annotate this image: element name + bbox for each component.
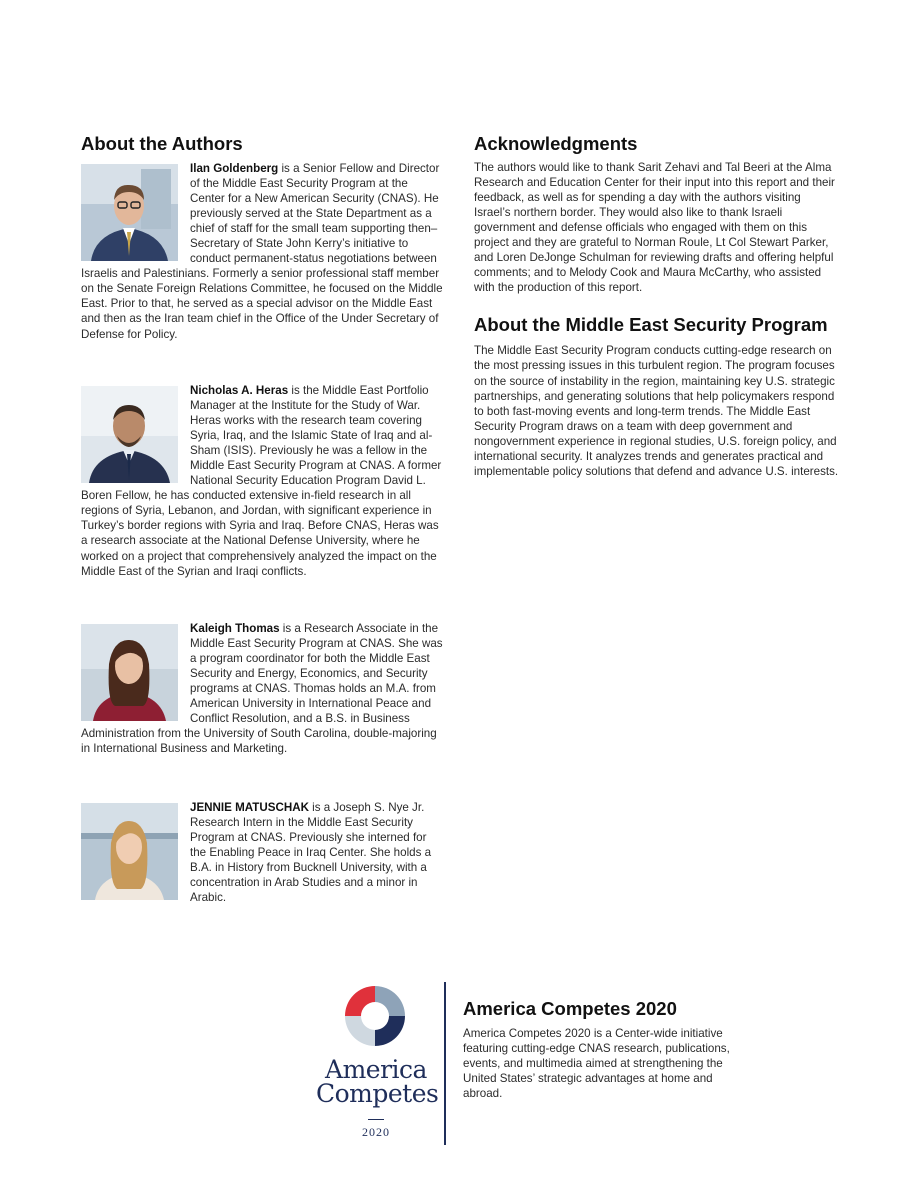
author-photo: [81, 386, 178, 483]
author-bio: [81, 800, 445, 905]
america-competes-text: America Competes 2020 is a Center-wide initiative featuring cutting-edge CNAS research, publications, events, and multimedia aimed at strengthening the United States’ strategic advantages at home and abroad.: [463, 1027, 730, 1101]
author-bio-text: is a Research Associate in the Middle East Security Program at CNAS. She was a program coordinator for both the Middle East Security and Energy, Economics, and Security programs at CNAS. Thomas holds an M.A. from American University in International Peace and Conflict Resolution, and a B.S. in Business Administration from the University of South Carolina, double-majoring in International Business and Marketing.: [81, 622, 443, 756]
author-bio-text: is the Middle East Portfolio Manager at the Institute for the Study of War. Heras works with the research team covering Syria, Iraq, and the Islamic State of Iraq and al-Sham (ISIS). Previously he was a fellow in the Middle East Security Program at CNAS. A former National Security Education Program David L. Boren Fellow, he has conducted extensive in-field research in all regions of Syria, Lebanon, and Jordan, with significant experience in Turkey’s border regions with Syria and Iraq. Before CNAS, Heras was a research associate at the National Defense University, where he worked on a project that comprehensively analyzed the impact on the Middle East of the Syrian and Iraqi conflicts.: [81, 384, 442, 578]
acknowledgments-heading: Acknowledgments: [474, 133, 638, 154]
author-bio: [81, 621, 445, 756]
author-name: JENNIE MATUSCHAK: [190, 801, 309, 814]
logo-divider: [368, 1119, 384, 1120]
author-name: Kaleigh Thomas: [190, 622, 280, 635]
right-column: [474, 133, 840, 479]
authors-column: [81, 133, 445, 905]
author-name: Nicholas A. Heras: [190, 384, 289, 397]
author-name: Ilan Goldenberg: [190, 162, 279, 175]
america-competes-heading: America Competes 2020: [463, 998, 677, 1019]
program-heading: About the Middle East Security Program: [474, 314, 828, 336]
author-photo: [81, 803, 178, 900]
vertical-divider: [444, 982, 446, 1145]
author-photo: [81, 624, 178, 721]
logo-year: 2020: [362, 1125, 390, 1139]
program-text: The Middle East Security Program conducts cutting-edge research on the most pressing issues in this turbulent region. The program focuses on the source of instability in the region, maintaining key U.S. strategic partnerships, and generating solutions that help policymakers respond to both fast-moving events and long-term trends. The Middle East Security Program draws on a team with deep government and nongovernment experience in regional studies, U.S. foreign policy, and international security. It analyzes trends and generates practical and implementable policy solutions that defend and advance U.S. interests.: [474, 344, 839, 478]
author-bio: [81, 161, 445, 342]
acknowledgments-text: The authors would like to thank Sarit Zehavi and Tal Beeri at the Alma Research and Education Center for their input into this report and their feedback, as well as for spending a day with the authors visiting Israel’s northern border. They would also like to thank Israeli government and defense officials who engaged with them on this project and they are grateful to Norman Roule, Lt Col Stewart Parker, and Loren DeJonge Schulman for reviewing drafts and offering helpful comments; and to Melody Cook and Maura McCarthy, who assisted with the production of this report.: [474, 161, 835, 295]
logo-circle-icon: [316, 983, 436, 1053]
logo-word-america: America: [325, 1055, 427, 1084]
author-bio-text: is a Joseph S. Nye Jr. Research Intern in the Middle East Security Program at CNAS. Previously she interned for the Enabling Peace in Iraq Center. She holds a B.A. in History from Bucknell University, with a concentration in Arab Studies and a minor in Arabic.: [190, 801, 432, 905]
author-photo: [81, 164, 178, 261]
america-competes-logo: [316, 983, 439, 1143]
america-competes-section: [463, 998, 733, 1101]
authors-heading: About the Authors: [81, 133, 243, 154]
logo-word-competes: Competes: [316, 1079, 439, 1108]
author-bio: [81, 383, 445, 579]
author-bio-text: is a Senior Fellow and Director of the Middle East Security Program at the Center for a New American Security (CNAS). He previously served at the State Department as a chief of staff for the small team supporting then–Secretary of State John Kerry’s initiative to conduct permanent-status negotiations between Israelis and Palestinians. Formerly a senior professional staff member on the Senate Foreign Relations Committee, he focused on the Middle East. Prior to that, he served as a special advisor on the Middle East and then as the Iran team chief in the Office of the Under Secretary of Defense for Policy.: [81, 162, 443, 341]
